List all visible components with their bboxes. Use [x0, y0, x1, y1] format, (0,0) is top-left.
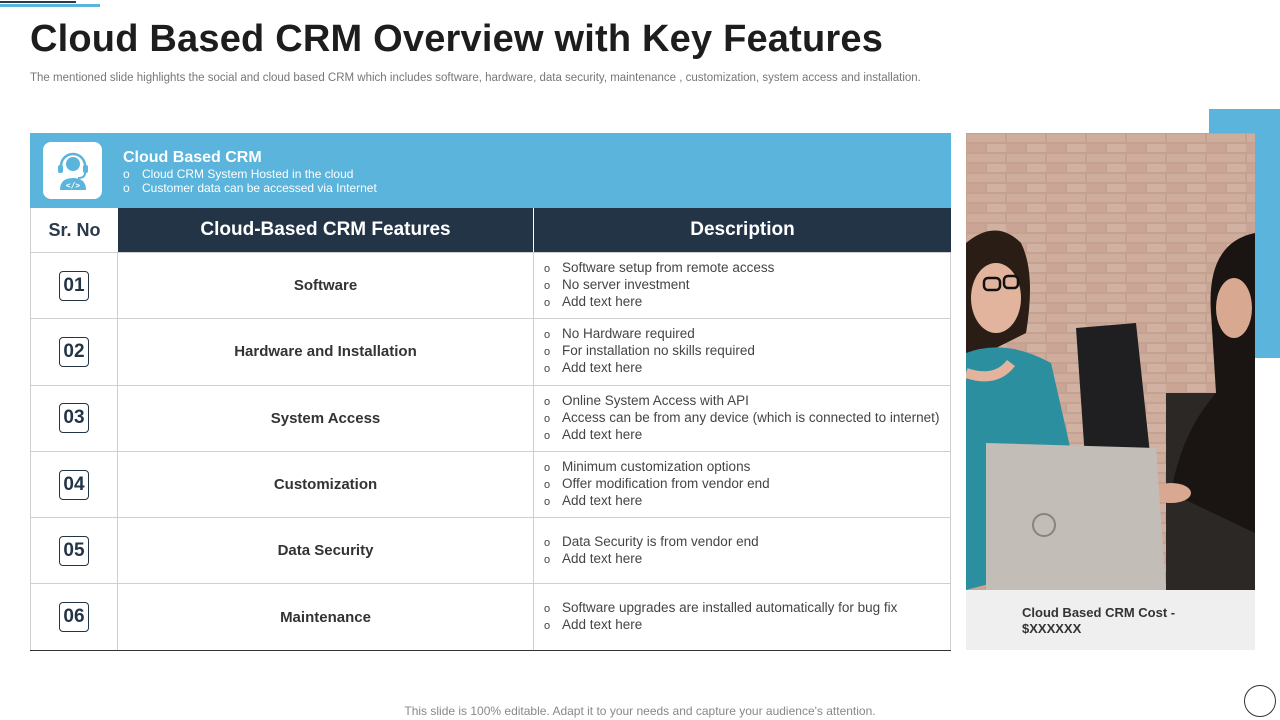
row-number-badge: 04 — [59, 470, 89, 500]
row-number-badge: 05 — [59, 536, 89, 566]
corner-accent-line — [0, 4, 100, 7]
banner-title: Cloud Based CRM — [123, 149, 262, 166]
office-meeting-photo — [966, 133, 1255, 590]
feature-description: o Online System Access with API o Access can be from any device (which is connected to internet) o Add text here — [544, 392, 940, 442]
page-subtitle: The mentioned slide highlights the social and cloud based CRM which includes software, hardware, data security, maintenance , customization, system access and installation. — [30, 72, 921, 84]
banner-points — [123, 167, 377, 195]
table-row — [30, 583, 951, 649]
table-header — [30, 208, 951, 252]
feature-description: o Software upgrades are installed automatically for bug fix o Add text here — [544, 600, 898, 633]
banner-point: o Customer data can be accessed via Internet — [123, 181, 377, 195]
crm-cost-text: Cloud Based CRM Cost - $XXXXXX — [1022, 605, 1176, 636]
table-row — [30, 318, 951, 384]
feature-description: o Minimum customization options o Offer modification from vendor end o Add text here — [544, 459, 770, 509]
row-number-badge: 06 — [59, 602, 89, 632]
footer-note: This slide is 100% editable. Adapt it to your needs and capture your audience's attention. — [404, 704, 876, 718]
table-row — [30, 517, 951, 583]
svg-text:</>: </> — [65, 180, 80, 190]
row-number-badge: 02 — [59, 337, 89, 367]
header-features: Cloud-Based CRM Features — [118, 208, 534, 252]
table-row — [30, 385, 951, 451]
header-description: Description — [534, 208, 951, 252]
crm-banner — [30, 133, 951, 208]
header-sr-no: Sr. No — [30, 208, 118, 252]
feature-name: Maintenance — [118, 584, 534, 649]
row-number-badge: 01 — [59, 271, 89, 301]
page-title: Cloud Based CRM Overview with Key Features — [30, 18, 884, 60]
cost-box — [966, 590, 1255, 650]
feature-name: Software — [118, 253, 534, 318]
feature-name: Hardware and Installation — [118, 319, 534, 384]
feature-description: o Software setup from remote access o No server investment o Add text here — [544, 260, 775, 310]
headset-code-icon — [43, 142, 102, 199]
table-row — [30, 451, 951, 517]
row-number-badge: 03 — [59, 403, 89, 433]
banner-point: o Cloud CRM System Hosted in the cloud — [123, 167, 354, 181]
feature-name: Customization — [118, 452, 534, 517]
features-table — [30, 208, 951, 651]
corner-accent-dark — [0, 1, 76, 3]
feature-name: System Access — [118, 386, 534, 451]
table-row — [30, 252, 951, 318]
feature-description: o Data Security is from vendor end o Add text here — [544, 533, 759, 566]
feature-name: Data Security — [118, 518, 534, 583]
feature-description: o No Hardware required o For installation no skills required o Add text here — [544, 326, 755, 376]
slide-nav-circle[interactable] — [1244, 685, 1276, 717]
